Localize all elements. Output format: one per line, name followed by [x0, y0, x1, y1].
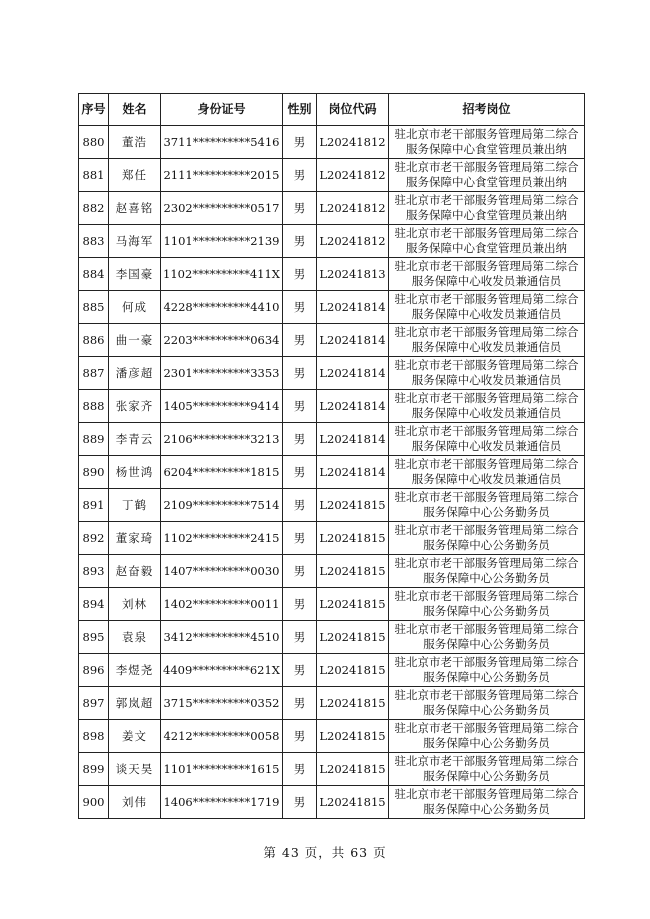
cell-post: 驻北京市老干部服务管理局第二综合服务保障中心收发员兼通信员	[389, 258, 585, 291]
cell-gender: 男	[283, 621, 317, 654]
cell-name: 潘彦超	[109, 357, 161, 390]
table-row	[79, 324, 585, 357]
cell-post-code: L20241814	[317, 423, 389, 456]
header-code: 岗位代码	[317, 94, 389, 126]
cell-gender: 男	[283, 687, 317, 720]
cell-name: 李青云	[109, 423, 161, 456]
cell-id-number: 6204**********1815	[161, 456, 283, 489]
cell-name: 赵奋毅	[109, 555, 161, 588]
cell-post: 驻北京市老干部服务管理局第二综合服务保障中心公务勤务员	[389, 786, 585, 819]
cell-id-number: 1407**********0030	[161, 555, 283, 588]
header-post: 招考岗位	[389, 94, 585, 126]
cell-name: 谈天昊	[109, 753, 161, 786]
cell-post: 驻北京市老干部服务管理局第二综合服务保障中心公务勤务员	[389, 489, 585, 522]
cell-id-number: 2302**********0517	[161, 192, 283, 225]
header-seq: 序号	[79, 94, 109, 126]
cell-post-code: L20241815	[317, 588, 389, 621]
cell-gender: 男	[283, 291, 317, 324]
candidate-table	[78, 93, 585, 819]
cell-post: 驻北京市老干部服务管理局第二综合服务保障中心食堂管理员兼出纳	[389, 225, 585, 258]
cell-name: 张家齐	[109, 390, 161, 423]
cell-post: 驻北京市老干部服务管理局第二综合服务保障中心公务勤务员	[389, 621, 585, 654]
cell-name: 刘林	[109, 588, 161, 621]
cell-seq: 898	[79, 720, 109, 753]
cell-name: 郭岚超	[109, 687, 161, 720]
cell-post-code: L20241814	[317, 390, 389, 423]
cell-id-number: 1101**********1615	[161, 753, 283, 786]
cell-post-code: L20241815	[317, 720, 389, 753]
cell-gender: 男	[283, 159, 317, 192]
cell-post-code: L20241812	[317, 126, 389, 159]
cell-gender: 男	[283, 126, 317, 159]
cell-gender: 男	[283, 357, 317, 390]
table-row	[79, 654, 585, 687]
cell-id-number: 1102**********411X	[161, 258, 283, 291]
cell-gender: 男	[283, 555, 317, 588]
cell-name: 刘伟	[109, 786, 161, 819]
cell-gender: 男	[283, 753, 317, 786]
cell-post-code: L20241815	[317, 654, 389, 687]
cell-id-number: 3711**********5416	[161, 126, 283, 159]
cell-seq: 893	[79, 555, 109, 588]
cell-seq: 888	[79, 390, 109, 423]
cell-post-code: L20241815	[317, 753, 389, 786]
cell-gender: 男	[283, 489, 317, 522]
cell-id-number: 2301**********3353	[161, 357, 283, 390]
table-row	[79, 522, 585, 555]
cell-post-code: L20241815	[317, 786, 389, 819]
table-row	[79, 291, 585, 324]
cell-gender: 男	[283, 258, 317, 291]
table-body	[79, 126, 585, 819]
cell-seq: 887	[79, 357, 109, 390]
cell-name: 曲一豪	[109, 324, 161, 357]
table-row	[79, 489, 585, 522]
cell-gender: 男	[283, 588, 317, 621]
table-row	[79, 126, 585, 159]
table-row	[79, 357, 585, 390]
cell-post-code: L20241815	[317, 522, 389, 555]
cell-gender: 男	[283, 786, 317, 819]
cell-seq: 899	[79, 753, 109, 786]
cell-seq: 885	[79, 291, 109, 324]
cell-post-code: L20241815	[317, 621, 389, 654]
table-row	[79, 687, 585, 720]
cell-name: 姜文	[109, 720, 161, 753]
cell-post: 驻北京市老干部服务管理局第二综合服务保障中心食堂管理员兼出纳	[389, 192, 585, 225]
cell-id-number: 2109**********7514	[161, 489, 283, 522]
cell-id-number: 1406**********1719	[161, 786, 283, 819]
cell-post: 驻北京市老干部服务管理局第二综合服务保障中心收发员兼通信员	[389, 390, 585, 423]
cell-id-number: 1405**********9414	[161, 390, 283, 423]
cell-post: 驻北京市老干部服务管理局第二综合服务保障中心公务勤务员	[389, 588, 585, 621]
header-name: 姓名	[109, 94, 161, 126]
cell-gender: 男	[283, 456, 317, 489]
cell-gender: 男	[283, 225, 317, 258]
cell-name: 杨世鸿	[109, 456, 161, 489]
cell-post: 驻北京市老干部服务管理局第二综合服务保障中心食堂管理员兼出纳	[389, 159, 585, 192]
header-gender: 性别	[283, 94, 317, 126]
cell-name: 董家琦	[109, 522, 161, 555]
cell-id-number: 2111**********2015	[161, 159, 283, 192]
cell-post-code: L20241815	[317, 555, 389, 588]
cell-post-code: L20241814	[317, 291, 389, 324]
cell-post: 驻北京市老干部服务管理局第二综合服务保障中心收发员兼通信员	[389, 291, 585, 324]
cell-post-code: L20241812	[317, 159, 389, 192]
cell-post-code: L20241815	[317, 687, 389, 720]
table-row	[79, 588, 585, 621]
cell-post-code: L20241814	[317, 324, 389, 357]
cell-gender: 男	[283, 720, 317, 753]
cell-post: 驻北京市老干部服务管理局第二综合服务保障中心公务勤务员	[389, 687, 585, 720]
cell-post-code: L20241812	[317, 192, 389, 225]
cell-seq: 881	[79, 159, 109, 192]
cell-post: 驻北京市老干部服务管理局第二综合服务保障中心公务勤务员	[389, 654, 585, 687]
table-row	[79, 786, 585, 819]
cell-id-number: 1101**********2139	[161, 225, 283, 258]
cell-id-number: 3412**********4510	[161, 621, 283, 654]
cell-seq: 897	[79, 687, 109, 720]
cell-post-code: L20241815	[317, 489, 389, 522]
cell-post-code: L20241814	[317, 456, 389, 489]
cell-post: 驻北京市老干部服务管理局第二综合服务保障中心收发员兼通信员	[389, 357, 585, 390]
table-row	[79, 456, 585, 489]
cell-post: 驻北京市老干部服务管理局第二综合服务保障中心收发员兼通信员	[389, 423, 585, 456]
cell-gender: 男	[283, 324, 317, 357]
cell-seq: 894	[79, 588, 109, 621]
page-footer: 第 43 页，共 63 页	[263, 845, 387, 860]
table-header-row	[79, 94, 585, 126]
cell-gender: 男	[283, 654, 317, 687]
table-row	[79, 192, 585, 225]
table-row	[79, 720, 585, 753]
cell-seq: 896	[79, 654, 109, 687]
cell-name: 马海军	[109, 225, 161, 258]
cell-seq: 891	[79, 489, 109, 522]
table-row	[79, 423, 585, 456]
cell-id-number: 3715**********0352	[161, 687, 283, 720]
cell-post: 驻北京市老干部服务管理局第二综合服务保障中心公务勤务员	[389, 753, 585, 786]
cell-seq: 895	[79, 621, 109, 654]
cell-post: 驻北京市老干部服务管理局第二综合服务保障中心收发员兼通信员	[389, 324, 585, 357]
table-row	[79, 390, 585, 423]
cell-name: 丁鹤	[109, 489, 161, 522]
cell-name: 董浩	[109, 126, 161, 159]
cell-post: 驻北京市老干部服务管理局第二综合服务保障中心公务勤务员	[389, 555, 585, 588]
table-row	[79, 753, 585, 786]
cell-gender: 男	[283, 390, 317, 423]
table-row	[79, 258, 585, 291]
cell-name: 袁泉	[109, 621, 161, 654]
cell-name: 赵喜铭	[109, 192, 161, 225]
cell-post: 驻北京市老干部服务管理局第二综合服务保障中心公务勤务员	[389, 522, 585, 555]
cell-name: 何成	[109, 291, 161, 324]
cell-post-code: L20241813	[317, 258, 389, 291]
cell-id-number: 4228**********4410	[161, 291, 283, 324]
cell-id-number: 4212**********0058	[161, 720, 283, 753]
cell-seq: 892	[79, 522, 109, 555]
cell-seq: 883	[79, 225, 109, 258]
cell-name: 郑任	[109, 159, 161, 192]
cell-id-number: 1102**********2415	[161, 522, 283, 555]
cell-seq: 880	[79, 126, 109, 159]
cell-post-code: L20241812	[317, 225, 389, 258]
cell-seq: 882	[79, 192, 109, 225]
cell-post-code: L20241814	[317, 357, 389, 390]
cell-seq: 900	[79, 786, 109, 819]
cell-id-number: 4409**********621X	[161, 654, 283, 687]
table-row	[79, 555, 585, 588]
cell-gender: 男	[283, 522, 317, 555]
cell-gender: 男	[283, 423, 317, 456]
table-row	[79, 225, 585, 258]
cell-post: 驻北京市老干部服务管理局第二综合服务保障中心公务勤务员	[389, 720, 585, 753]
cell-seq: 886	[79, 324, 109, 357]
table-row	[79, 621, 585, 654]
cell-id-number: 2203**********0634	[161, 324, 283, 357]
cell-name: 李煜尧	[109, 654, 161, 687]
cell-name: 李国豪	[109, 258, 161, 291]
cell-gender: 男	[283, 192, 317, 225]
cell-post: 驻北京市老干部服务管理局第二综合服务保障中心收发员兼通信员	[389, 456, 585, 489]
cell-seq: 889	[79, 423, 109, 456]
cell-id-number: 2106**********3213	[161, 423, 283, 456]
cell-post: 驻北京市老干部服务管理局第二综合服务保障中心食堂管理员兼出纳	[389, 126, 585, 159]
cell-seq: 884	[79, 258, 109, 291]
cell-seq: 890	[79, 456, 109, 489]
table-row	[79, 159, 585, 192]
cell-id-number: 1402**********0011	[161, 588, 283, 621]
header-id: 身份证号	[161, 94, 283, 126]
